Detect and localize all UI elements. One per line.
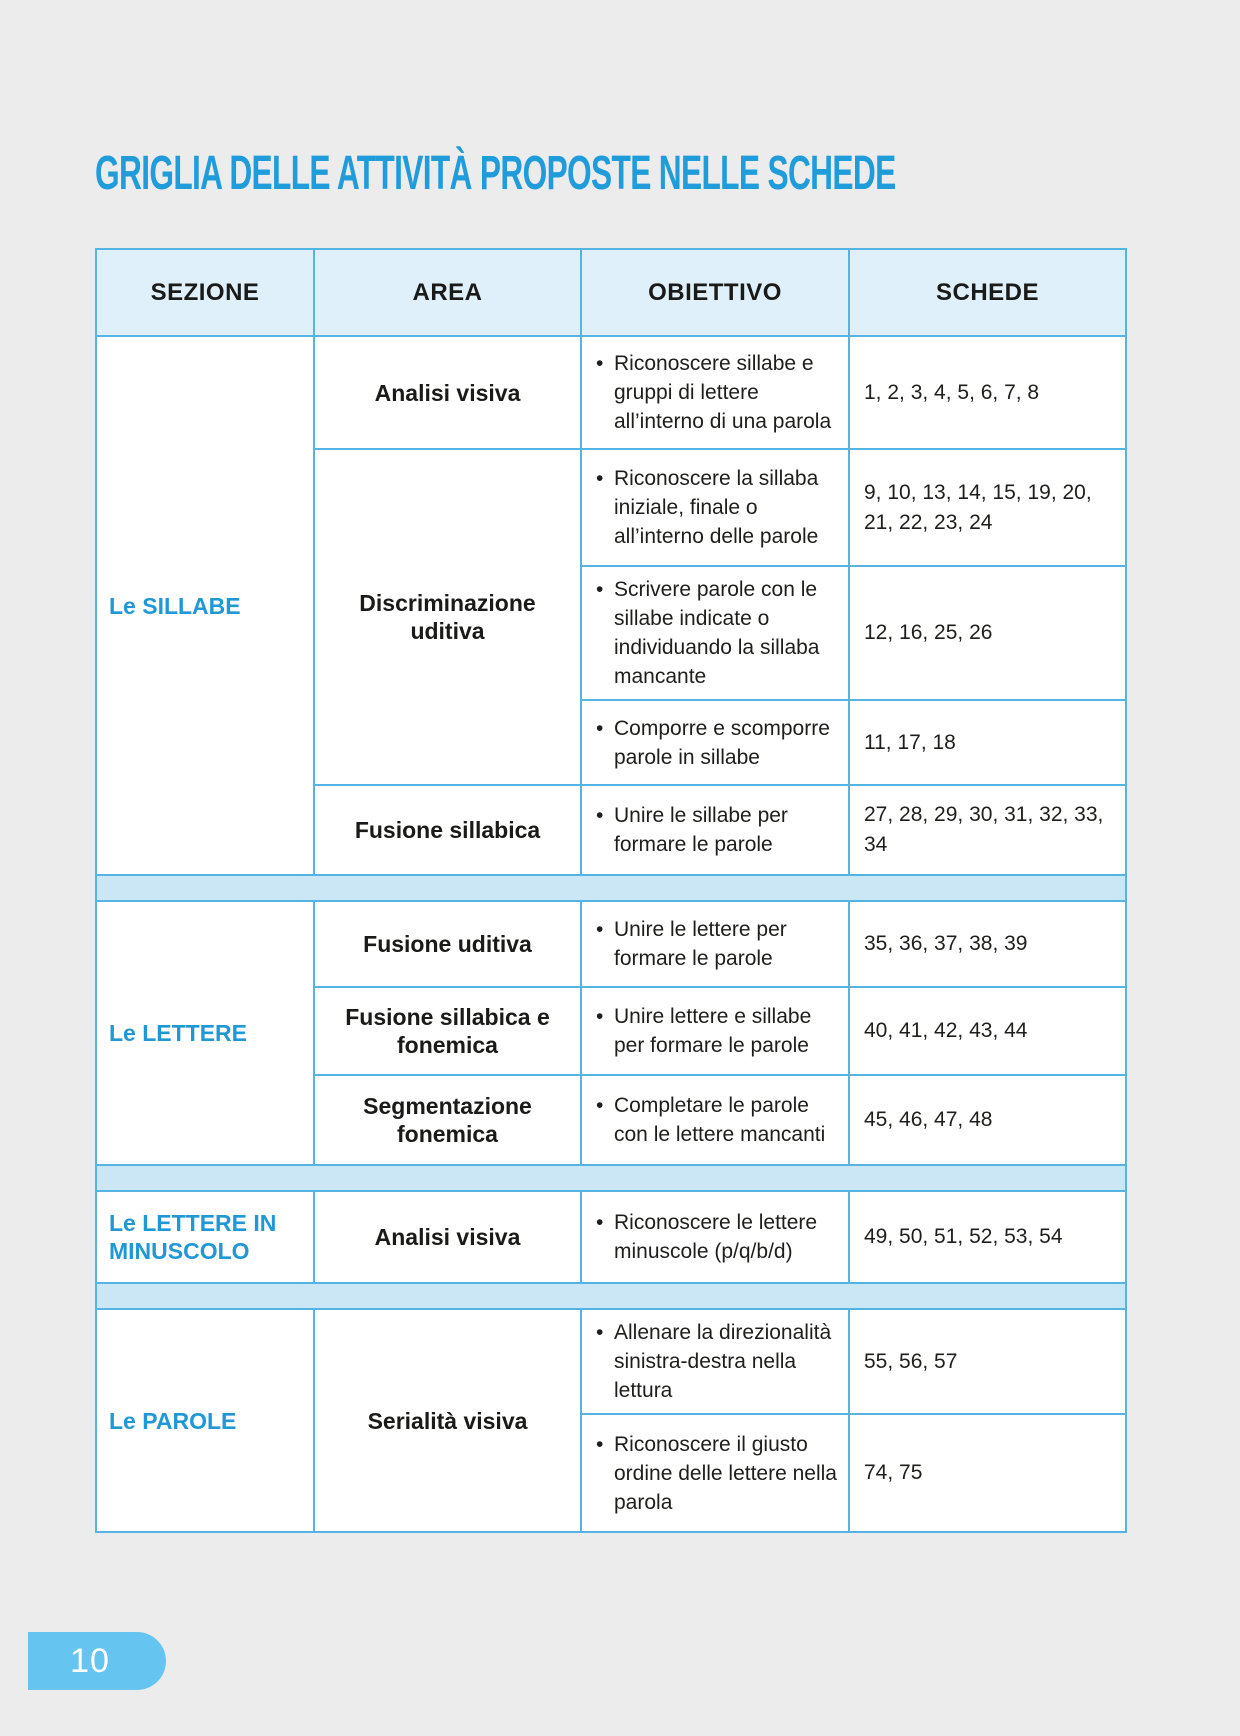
objective-text: Riconoscere le lettere minuscole (p/q/b/d) [614, 1211, 818, 1263]
column-header-schede: SCHEDE [849, 249, 1126, 336]
bullet-icon: • [596, 716, 604, 740]
objective-text: Riconoscere la sillaba iniziale, finale o all’interno delle parole [614, 467, 819, 548]
objective-cell [581, 1309, 849, 1414]
section-separator [96, 1283, 1126, 1309]
section-label-sillabe: Le SILLABE [96, 336, 314, 875]
objective-cell [581, 700, 849, 785]
objective-text: Completare le parole con le lettere mancanti [614, 1094, 826, 1146]
objective-item [596, 801, 842, 859]
bullet-icon: • [596, 918, 604, 941]
objective-cell [581, 449, 849, 566]
objective-cell [581, 901, 849, 987]
bullet-icon: • [596, 1094, 604, 1117]
section-separator [96, 1165, 1126, 1191]
bullet-icon: • [596, 1005, 604, 1028]
objective-item [596, 575, 842, 691]
column-header-area: AREA [314, 249, 581, 336]
area-label: Segmentazione fonemica [314, 1075, 581, 1165]
section-separator [96, 875, 1126, 901]
bullet-icon: • [596, 578, 604, 601]
table-row [96, 901, 1126, 987]
section-label-lettere-minuscolo: Le LETTERE IN MINUSCOLO [96, 1191, 314, 1283]
objective-item [596, 1091, 842, 1149]
objective-text: Riconoscere il giusto ordine delle lettere nella parola [614, 1432, 837, 1514]
activities-table [95, 248, 1127, 1533]
column-header-obiettivo: OBIETTIVO [581, 249, 849, 336]
objective-cell [581, 1191, 849, 1283]
objective-cell [581, 1075, 849, 1165]
table-row [96, 1191, 1126, 1283]
objective-text: Unire le sillabe per formare le parole [614, 804, 788, 856]
schede-value: 40, 41, 42, 43, 44 [849, 987, 1126, 1075]
page-number: 10 [70, 1641, 110, 1680]
schede-value: 45, 46, 47, 48 [849, 1075, 1126, 1165]
objective-text: Unire le lettere per formare le parole [614, 918, 787, 970]
area-label: Fusione sillabica [314, 785, 581, 875]
schede-value: 9, 10, 13, 14, 15, 19, 20, 21, 22, 23, 24 [849, 449, 1126, 566]
schede-value: 27, 28, 29, 30, 31, 32, 33, 34 [849, 785, 1126, 875]
objective-cell [581, 1414, 849, 1532]
schede-value: 74, 75 [849, 1414, 1126, 1532]
page-number-badge [28, 1632, 166, 1690]
objective-text: Unire lettere e sillabe per formare le parole [614, 1005, 812, 1057]
page-title: GRIGLIA DELLE ATTIVITÀ PROPOSTE NELLE SCHEDE [95, 147, 896, 200]
column-header-sezione: SEZIONE [96, 249, 314, 336]
objective-item [596, 1002, 842, 1060]
schede-value: 11, 17, 18 [849, 700, 1126, 785]
objective-text: Riconoscere sillabe e gruppi di lettere all’interno di una parola [614, 352, 832, 433]
objective-cell [581, 336, 849, 449]
table-row [96, 336, 1126, 449]
bullet-icon: • [596, 804, 604, 827]
area-label: Serialità visiva [314, 1309, 581, 1532]
objective-item [596, 1318, 842, 1405]
schede-value: 55, 56, 57 [849, 1309, 1126, 1414]
objective-text: Scrivere parole con le sillabe indicate o individuando la sillaba mancante [614, 578, 820, 688]
section-label-lettere: Le LETTERE [96, 901, 314, 1165]
area-label: Fusione sillabica e fonemica [314, 987, 581, 1075]
table-header-row [96, 249, 1126, 336]
bullet-icon: • [596, 467, 604, 490]
bullet-icon: • [596, 1211, 604, 1234]
objective-item [596, 915, 842, 973]
schede-value: 1, 2, 3, 4, 5, 6, 7, 8 [849, 336, 1126, 449]
area-label: Analisi visiva [314, 336, 581, 449]
objective-cell [581, 566, 849, 700]
objective-item [596, 1430, 842, 1517]
objective-text: Allenare la direzionalità sinistra-destra nella lettura [614, 1321, 832, 1402]
objective-item [596, 349, 842, 436]
objective-item [596, 714, 842, 772]
area-label: Discriminazione uditiva [314, 449, 581, 785]
area-label: Fusione uditiva [314, 901, 581, 987]
bullet-icon: • [596, 1432, 604, 1456]
bullet-icon: • [596, 352, 604, 375]
objective-cell [581, 785, 849, 875]
objective-item [596, 464, 842, 551]
objective-cell [581, 987, 849, 1075]
schede-value: 35, 36, 37, 38, 39 [849, 901, 1126, 987]
objective-text: Comporre e scomporre parole in sillabe [614, 716, 830, 769]
table-row [96, 1309, 1126, 1414]
objective-item [596, 1208, 842, 1266]
schede-value: 12, 16, 25, 26 [849, 566, 1126, 700]
schede-value: 49, 50, 51, 52, 53, 54 [849, 1191, 1126, 1283]
area-label: Analisi visiva [314, 1191, 581, 1283]
bullet-icon: • [596, 1321, 604, 1344]
section-label-parole: Le PAROLE [96, 1309, 314, 1532]
